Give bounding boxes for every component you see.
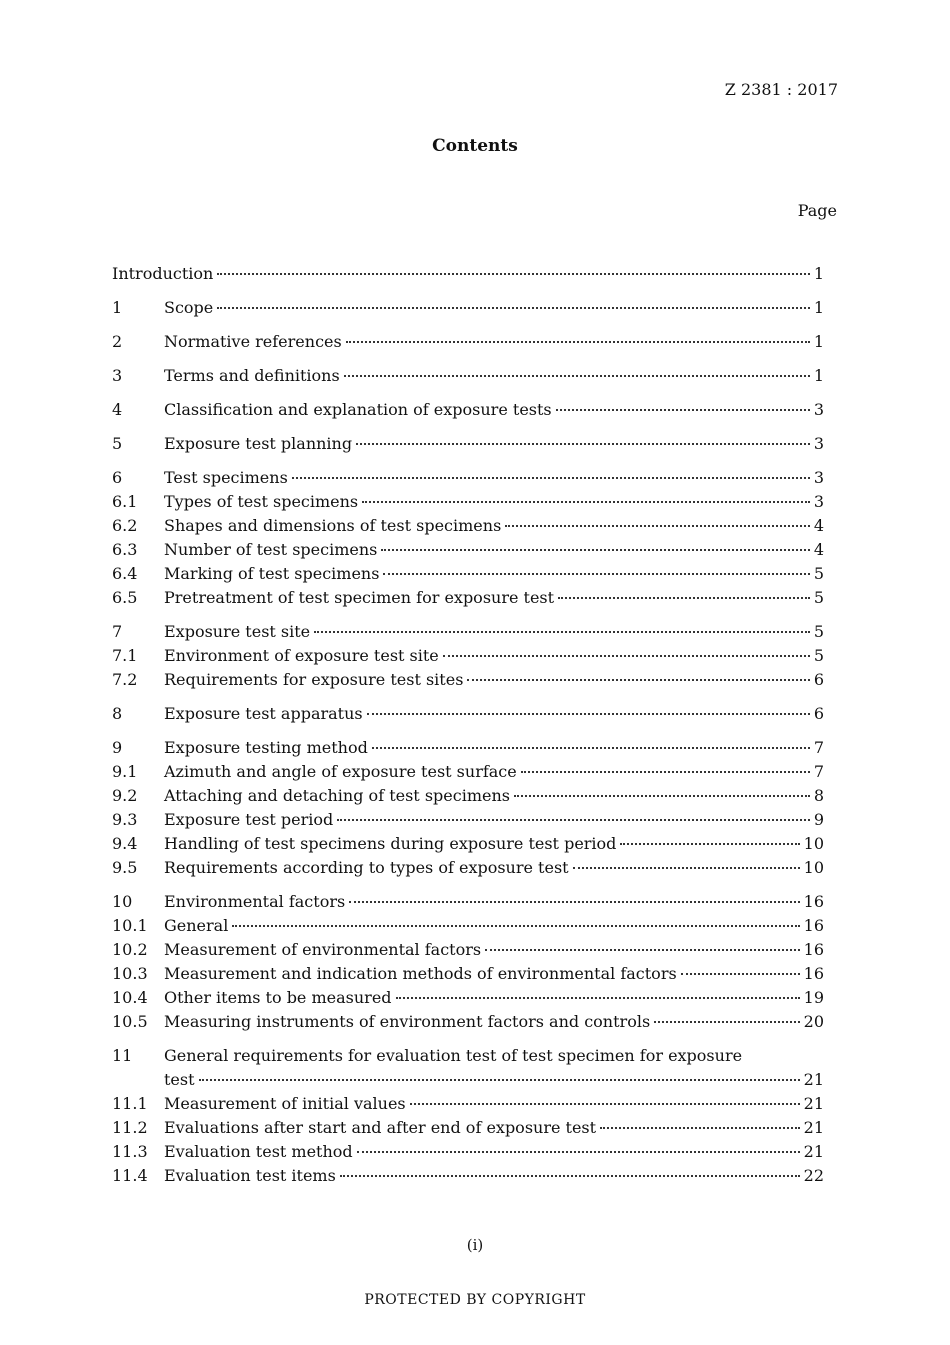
toc-entry[interactable] xyxy=(112,644,824,668)
toc-entry-title: Measuring instruments of environment factors and controls xyxy=(164,1012,651,1031)
toc-entry[interactable] xyxy=(112,330,824,354)
toc-entry-number: 7 xyxy=(112,622,123,641)
toc-entry-page: 7 xyxy=(813,738,824,757)
toc-entry-title: Types of test specimens xyxy=(164,492,359,511)
toc-entry-title: Other items to be measured xyxy=(164,988,392,1007)
toc-entry[interactable] xyxy=(112,1010,824,1034)
toc-leader-dots xyxy=(337,819,810,821)
toc-entry[interactable] xyxy=(112,914,824,938)
toc-leader-dots xyxy=(467,679,809,681)
toc-entry-title: Number of test specimens xyxy=(164,540,378,559)
toc-leader-dots xyxy=(681,973,800,975)
toc-entry[interactable] xyxy=(112,1044,824,1068)
toc-entry-title: Environment of exposure test site xyxy=(164,646,439,665)
toc-entry-title: Test specimens xyxy=(164,468,288,487)
toc-entry-number: 6.5 xyxy=(112,588,138,607)
table-of-contents xyxy=(112,262,824,1188)
toc-entry-number: 10.2 xyxy=(112,940,148,959)
toc-entry[interactable] xyxy=(112,784,824,808)
toc-entry-page: 5 xyxy=(813,588,824,607)
toc-entry[interactable] xyxy=(112,538,824,562)
toc-entry[interactable] xyxy=(112,1164,824,1188)
toc-entry-page: 1 xyxy=(813,366,824,385)
toc-leader-dots xyxy=(505,525,810,527)
toc-entry[interactable] xyxy=(112,466,824,490)
toc-entry[interactable] xyxy=(112,364,824,388)
toc-entry-number: 10.3 xyxy=(112,964,148,983)
toc-entry[interactable] xyxy=(112,986,824,1010)
toc-entry-page: 3 xyxy=(813,400,824,419)
toc-entry-title: Introduction xyxy=(112,264,214,283)
toc-entry-number: 9.2 xyxy=(112,786,138,805)
toc-entry-page: 20 xyxy=(803,1012,824,1031)
toc-entry-page: 1 xyxy=(813,264,824,283)
toc-entry-page: 1 xyxy=(813,298,824,317)
toc-leader-dots xyxy=(314,631,810,633)
footer-page-number: (i) xyxy=(466,1236,484,1254)
toc-entry-page: 5 xyxy=(813,622,824,641)
toc-entry[interactable] xyxy=(112,668,824,692)
toc-entry-page: 19 xyxy=(803,988,824,1007)
toc-leader-dots xyxy=(521,771,810,773)
copyright-notice: PROTECTED BY COPYRIGHT xyxy=(364,1292,586,1308)
toc-entry-title: Evaluation test method xyxy=(164,1142,353,1161)
toc-entry-continuation[interactable] xyxy=(112,1068,824,1092)
toc-leader-dots xyxy=(514,795,810,797)
toc-entry[interactable] xyxy=(112,398,824,422)
toc-entry-page: 6 xyxy=(813,704,824,723)
toc-entry-number: 9 xyxy=(112,738,123,757)
toc-entry-number: 11.3 xyxy=(112,1142,148,1161)
toc-entry[interactable] xyxy=(112,702,824,726)
toc-entry-page: 21 xyxy=(803,1118,824,1137)
toc-entry[interactable] xyxy=(112,962,824,986)
toc-leader-dots xyxy=(485,949,800,951)
toc-entry[interactable] xyxy=(112,586,824,610)
toc-entry-number: 7.2 xyxy=(112,670,138,689)
toc-entry[interactable] xyxy=(112,856,824,880)
toc-entry[interactable] xyxy=(112,808,824,832)
toc-entry-page: 22 xyxy=(803,1166,824,1185)
toc-entry-number: 8 xyxy=(112,704,123,723)
toc-leader-dots xyxy=(357,1151,800,1153)
toc-entry-page: 8 xyxy=(813,786,824,805)
toc-entry-number: 10.1 xyxy=(112,916,148,935)
toc-leader-dots xyxy=(556,409,810,411)
toc-leader-dots xyxy=(410,1103,800,1105)
toc-entry-title: Exposure test site xyxy=(164,622,311,641)
toc-entry[interactable] xyxy=(112,514,824,538)
toc-leader-dots xyxy=(362,501,810,503)
toc-entry-number: 6.4 xyxy=(112,564,138,583)
toc-leader-dots xyxy=(367,713,810,715)
toc-leader-dots xyxy=(383,573,809,575)
toc-entry-number: 6 xyxy=(112,468,123,487)
toc-leader-dots xyxy=(654,1021,799,1023)
toc-leader-dots xyxy=(443,655,810,657)
toc-leader-dots xyxy=(620,843,799,845)
toc-leader-dots xyxy=(199,1079,800,1081)
toc-entry-number: 10.4 xyxy=(112,988,148,1007)
toc-entry-page: 10 xyxy=(803,858,824,877)
toc-entry[interactable] xyxy=(112,1140,824,1164)
toc-entry-number: 9.3 xyxy=(112,810,138,829)
toc-entry-title: Exposure test planning xyxy=(164,434,353,453)
toc-entry-title: Marking of test specimens xyxy=(164,564,380,583)
toc-entry-page: 4 xyxy=(813,516,824,535)
toc-leader-dots xyxy=(217,273,809,275)
toc-entry-title: Normative references xyxy=(164,332,342,351)
toc-entry-title: Requirements for exposure test sites xyxy=(164,670,464,689)
toc-entry-title: Measurement and indication methods of environmental factors xyxy=(164,964,677,983)
toc-entry-title: Exposure test apparatus xyxy=(164,704,363,723)
toc-entry-number: 2 xyxy=(112,332,123,351)
toc-entry-page: 16 xyxy=(803,940,824,959)
toc-leader-dots xyxy=(344,375,810,377)
toc-leader-dots xyxy=(340,1175,800,1177)
toc-entry-title: Attaching and detaching of test specimens xyxy=(164,786,510,805)
toc-entry-page: 9 xyxy=(813,810,824,829)
toc-entry-title: Handling of test specimens during exposure test period xyxy=(164,834,617,853)
toc-entry[interactable] xyxy=(112,938,824,962)
toc-leader-dots xyxy=(372,747,810,749)
toc-entry-number: 7.1 xyxy=(112,646,138,665)
toc-entry-number: 6.2 xyxy=(112,516,138,535)
toc-entry-title: Shapes and dimensions of test specimens xyxy=(164,516,502,535)
toc-leader-dots xyxy=(600,1127,800,1129)
toc-entry-number: 11.4 xyxy=(112,1166,148,1185)
toc-entry-title: Scope xyxy=(164,298,214,317)
toc-entry-number: 10 xyxy=(112,892,133,911)
toc-entry[interactable] xyxy=(112,296,824,320)
toc-entry-title: Classification and explanation of exposure tests xyxy=(164,400,552,419)
toc-entry-title: Evaluation test items xyxy=(164,1166,336,1185)
toc-entry-number: 3 xyxy=(112,366,123,385)
toc-entry-page: 16 xyxy=(803,964,824,983)
toc-entry-title: Evaluations after start and after end of exposure test xyxy=(164,1118,597,1137)
toc-entry-number: 11 xyxy=(112,1046,133,1065)
toc-entry-title: Pretreatment of test specimen for exposure test xyxy=(164,588,555,607)
toc-entry-number: 9.1 xyxy=(112,762,138,781)
toc-entry[interactable] xyxy=(112,890,824,914)
toc-leader-dots xyxy=(573,867,800,869)
toc-entry-page: 4 xyxy=(813,540,824,559)
toc-entry-page: 5 xyxy=(813,646,824,665)
toc-entry-page: 6 xyxy=(813,670,824,689)
toc-leader-dots xyxy=(217,307,810,309)
toc-entry-number: 9.4 xyxy=(112,834,138,853)
toc-entry-number: 1 xyxy=(112,298,123,317)
toc-entry-number: 6.3 xyxy=(112,540,138,559)
toc-entry-title: Exposure test period xyxy=(164,810,334,829)
toc-entry-number: 11.2 xyxy=(112,1118,148,1137)
toc-entry[interactable] xyxy=(112,760,824,784)
toc-entry-title: Environmental factors xyxy=(164,892,346,911)
toc-entry-page: 16 xyxy=(803,892,824,911)
toc-entry[interactable] xyxy=(112,562,824,586)
page-title: Contents xyxy=(432,136,518,156)
toc-entry-page: 3 xyxy=(813,492,824,511)
toc-entry-number: 4 xyxy=(112,400,123,419)
toc-leader-dots xyxy=(356,443,810,445)
toc-entry-number: 10.5 xyxy=(112,1012,148,1031)
toc-entry[interactable] xyxy=(112,262,824,286)
toc-entry-page: 3 xyxy=(813,468,824,487)
toc-entry-title: General requirements for evaluation test of test specimen for exposure xyxy=(164,1046,743,1065)
toc-entry-title: Exposure testing method xyxy=(164,738,368,757)
toc-entry-page: 21 xyxy=(803,1070,824,1089)
toc-entry[interactable] xyxy=(112,620,824,644)
page-column-label: Page xyxy=(797,201,837,220)
toc-leader-dots xyxy=(232,925,799,927)
toc-entry-page: 5 xyxy=(813,564,824,583)
toc-entry-page: 21 xyxy=(803,1142,824,1161)
toc-entry-page: 1 xyxy=(813,332,824,351)
toc-entry[interactable] xyxy=(112,832,824,856)
toc-entry-number: 6.1 xyxy=(112,492,138,511)
toc-entry-page: 16 xyxy=(803,916,824,935)
toc-entry-title: Terms and definitions xyxy=(164,366,340,385)
toc-entry[interactable] xyxy=(112,736,824,760)
toc-entry-title: Azimuth and angle of exposure test surface xyxy=(164,762,517,781)
toc-leader-dots xyxy=(396,997,800,999)
toc-entry-page: 21 xyxy=(803,1094,824,1113)
toc-entry-title: Requirements according to types of exposure test xyxy=(164,858,569,877)
toc-entry-title: Measurement of environmental factors xyxy=(164,940,482,959)
toc-leader-dots xyxy=(381,549,809,551)
toc-entry[interactable] xyxy=(112,1116,824,1140)
toc-entry[interactable] xyxy=(112,432,824,456)
toc-leader-dots xyxy=(558,597,810,599)
toc-entry[interactable] xyxy=(112,1092,824,1116)
toc-entry-title: General xyxy=(164,916,229,935)
toc-entry-title: Measurement of initial values xyxy=(164,1094,406,1113)
toc-entry-page: 3 xyxy=(813,434,824,453)
toc-entry[interactable] xyxy=(112,490,824,514)
toc-leader-dots xyxy=(292,477,810,479)
toc-entry-number: 5 xyxy=(112,434,123,453)
toc-leader-dots xyxy=(346,341,810,343)
toc-entry-title-continued: test xyxy=(164,1070,195,1089)
toc-entry-page: 7 xyxy=(813,762,824,781)
toc-entry-number: 11.1 xyxy=(112,1094,148,1113)
toc-leader-dots xyxy=(349,901,799,903)
toc-entry-number: 9.5 xyxy=(112,858,138,877)
toc-entry-page: 10 xyxy=(803,834,824,853)
document-id: Z 2381 : 2017 xyxy=(724,80,838,99)
